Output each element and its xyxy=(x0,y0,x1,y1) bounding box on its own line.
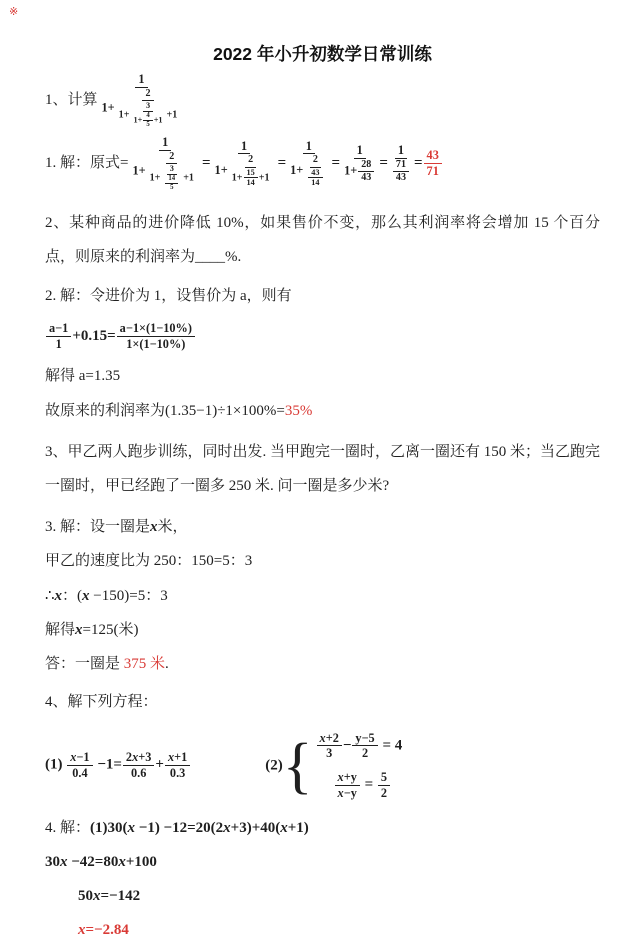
problem-2-solve-line: 解得 a=1.35 xyxy=(45,367,121,384)
fraction: $\frac{4}{5}$ xyxy=(143,112,152,129)
problem-4-solution-line-3 xyxy=(45,886,600,906)
problem-3-solution-intro xyxy=(45,517,600,537)
problem-3-therefore-line xyxy=(45,586,600,606)
problem-3-therefore-math: ∴x：(x −150)=5：3 xyxy=(45,587,168,604)
fraction: $\frac{5}{2}$ xyxy=(378,770,390,801)
highlighted-answer: 35% xyxy=(284,402,313,419)
fraction: 1 1+ 2 1+ 3 1+ $\frac{4}{5}$ +1 +1 xyxy=(99,72,185,129)
fraction: $\frac{a-1\times(1-10\%)}{1\times(1-10\%)}$ xyxy=(117,321,195,352)
problem-4-solution-math-4 xyxy=(78,922,129,938)
system-row: $\frac{x+2}{3}$ − $\frac{y-5}{2}$ = 4 xyxy=(316,731,403,762)
variable: x xyxy=(60,853,68,870)
fraction: 3 1+ $\frac{4}{5}$ +1 xyxy=(133,100,163,128)
problem-1-solution-math: 1 1+ 2 1+ $\frac{3}{\frac{14}{5}}$ +1 = 1 1+ 2 1+ $\frac{15}{14}$ +1 = 1 1+ $\frac{2}{\frac{43}{14}}$ = 1 1+ $\frac{28}{43}$ = $\frac{1}{\frac{71}{43}}$ = $\frac{43}{71}$ xyxy=(128,155,442,171)
fraction: $\frac{14}{5}$ xyxy=(165,175,178,192)
problem-1-label: 1、计算 xyxy=(45,91,98,108)
problem-1-solution xyxy=(45,135,600,192)
variable: x xyxy=(70,750,77,765)
fraction: 2 1+ 3 1+ $\frac{4}{5}$ +1 +1 xyxy=(118,87,178,128)
variable: x xyxy=(93,887,101,904)
problem-3-answer-math: 答：一圈是 375 米. xyxy=(45,655,169,672)
variable: x xyxy=(75,621,83,638)
problem-1-statement xyxy=(45,72,600,129)
variable: x xyxy=(223,819,231,836)
problem-3-solution-intro-math: 3. 解：设一圈是x米， xyxy=(45,518,188,535)
problem-2-answer-line xyxy=(45,401,600,421)
system-brace: { xyxy=(282,731,313,800)
problem-4-equation-2: (2) { $\frac{x+2}{3}$ − $\frac{y-5}{2}$ = 4 $\frac{x+y}{x-y}$ = $\frac{5}{2}$ xyxy=(265,730,403,800)
problem-4-solution-line-1 xyxy=(45,818,600,838)
problem-4-solution-line-2 xyxy=(45,852,600,872)
fraction: $\frac{3}{\frac{14}{5}}$ xyxy=(161,164,182,192)
problem-3-ratio-line: 甲乙的速度比为 250：150=5：3 xyxy=(45,552,253,569)
problem-1-expression xyxy=(98,72,186,128)
variable: x xyxy=(82,587,90,604)
system-row: $\frac{x+y}{x-y}$ = $\frac{5}{2}$ xyxy=(334,770,392,801)
problem-2-solution-intro: 2. 解：令进价为 1，设售价为 a，则有 xyxy=(45,288,292,305)
fraction: $\frac{x+1}{0.3}$ xyxy=(165,750,190,781)
fraction: $\frac{2x+3}{0.6}$ xyxy=(123,750,154,781)
fraction: $\frac{y-5}{2}$ xyxy=(352,731,377,762)
fraction: $\frac{71}{43}$ xyxy=(393,159,409,184)
problem-3-solve-line xyxy=(45,620,600,640)
fraction: $\frac{1}{\frac{71}{43}}$ xyxy=(389,143,413,184)
problem-4-solution-math-1: (1)30(x −1) −12=20(2x+3)+40(x+1) xyxy=(90,819,309,836)
problem-2-equation xyxy=(45,321,600,352)
variable: x xyxy=(132,750,139,765)
fraction: $\frac{x+2}{3}$ xyxy=(317,731,342,762)
problem-2-answer-math: 故原来的利润率为(1.35−1)÷1×100%=35% xyxy=(45,402,313,419)
problem-3-statement: 3、甲乙两人跑步训练，同时出发. 当甲跑完一圈时，乙离一圈还有 150 米；当乙跑完一圈时，甲已经跑了一圈多 250 米. 问一圈是多少米? xyxy=(45,443,601,494)
fraction: 2 1+ $\frac{15}{14}$ +1 xyxy=(231,154,270,188)
highlighted-answer xyxy=(423,148,443,179)
fraction: $\frac{x+y}{x-y}$ xyxy=(335,770,360,801)
problem-4-solution-math-2: 30x −42=80x+100 xyxy=(45,853,157,870)
fraction: $\frac{43}{71}$ xyxy=(424,148,442,179)
fraction: $\frac{x-1}{0.4}$ xyxy=(67,750,92,781)
problem-1-solution-prefix: 1. 解：原式= xyxy=(45,154,129,171)
problem-2-equation-math: $\frac{a-1}{1}$ +0.15= $\frac{a-1\times(1-10\%)}{1\times(1-10\%)}$ xyxy=(45,328,196,344)
variable: x xyxy=(337,785,344,800)
variable: x xyxy=(78,921,86,938)
variable: x xyxy=(118,853,126,870)
variable: x xyxy=(54,587,63,604)
fraction: 2 1+ $\frac{3}{\frac{14}{5}}$ +1 xyxy=(149,150,194,191)
problem-4-equation-1: (1) $\frac{x-1}{0.4}$ −1= $\frac{2x+3}{0.6}$ + $\frac{x+1}{0.3}$ xyxy=(45,750,191,781)
fraction: 1 1+ 2 1+ $\frac{15}{14}$ +1 xyxy=(212,139,277,189)
problem-3-answer-line xyxy=(45,654,600,674)
fraction: $\frac{43}{14}$ xyxy=(308,168,322,189)
fraction: $\frac{2}{\frac{43}{14}}$ xyxy=(304,154,326,188)
problem-4-solution-math-3: 50x=−142 xyxy=(78,887,141,904)
variable: x xyxy=(319,730,326,745)
variable: x xyxy=(337,770,344,785)
problem-3-solve-math: 解得x=125(米) xyxy=(45,621,139,638)
variable: x xyxy=(127,819,136,836)
fraction: $\frac{28}{43}$ xyxy=(358,159,374,184)
fraction: 1 1+ $\frac{28}{43}$ xyxy=(341,143,378,184)
variable: x xyxy=(280,819,288,836)
problem-4-solution-line-4 xyxy=(45,920,600,940)
variable: x xyxy=(167,750,175,765)
page-title: 2022 年小升初数学日常训练 xyxy=(213,44,432,64)
fraction: $\frac{a-1}{1}$ xyxy=(46,321,71,352)
highlighted-answer: x=−2.84 xyxy=(78,921,129,938)
corner-mark: ※ xyxy=(9,6,19,18)
highlighted-answer: 375 米 xyxy=(123,655,166,672)
fraction: 1 1+ 2 1+ $\frac{3}{\frac{14}{5}}$ +1 xyxy=(129,135,201,192)
fraction: 1 1+ $\frac{2}{\frac{43}{14}}$ xyxy=(287,139,330,189)
fraction: $\frac{15}{14}$ xyxy=(244,168,258,189)
equation-system xyxy=(283,731,403,801)
problem-4-solution-prefix: 4. 解： xyxy=(45,819,91,836)
variable: x xyxy=(150,518,158,535)
problem-4-equations xyxy=(45,730,600,802)
problem-4-label: 4、解下列方程： xyxy=(45,693,158,710)
problem-2-statement: 2、某种商品的进价降低 10%，如果售价不变，那么其利润率将会增加 15 个百分点，则原来的利润率为____%. xyxy=(45,215,600,266)
